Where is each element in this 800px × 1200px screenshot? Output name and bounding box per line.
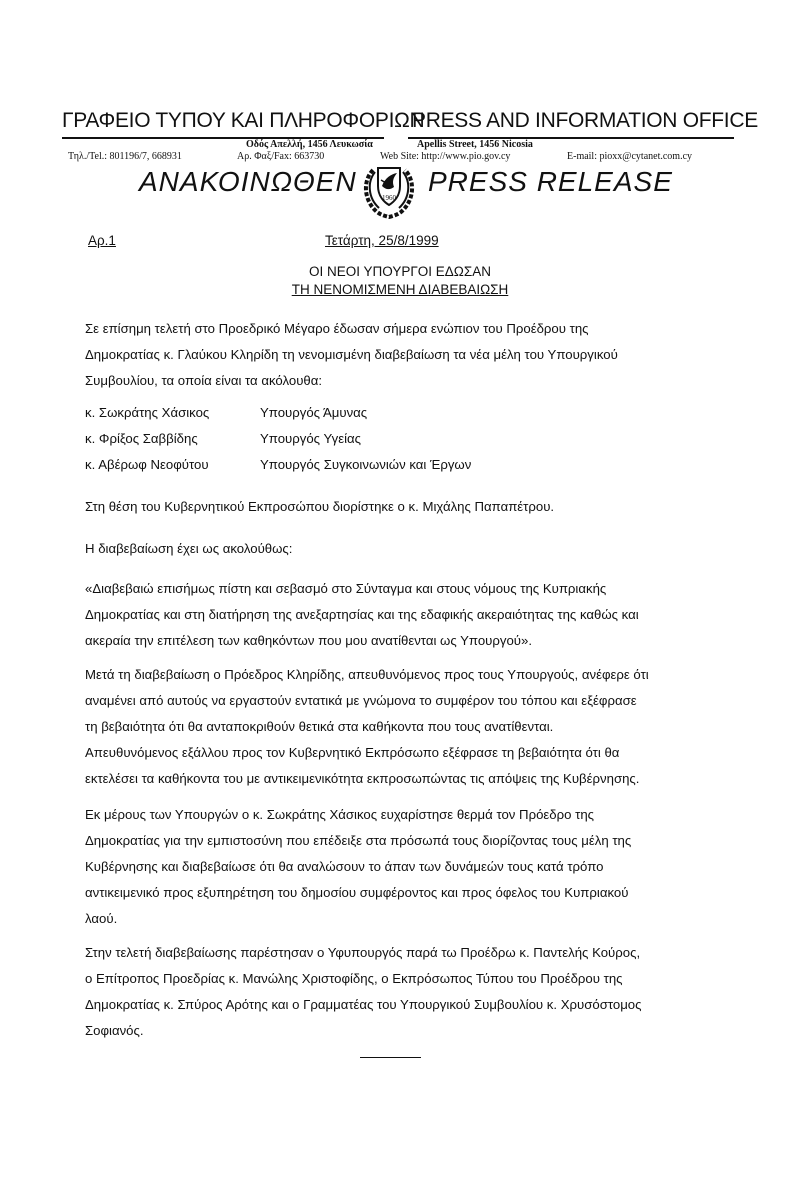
spokesman-paragraph: Στη θέση του Κυβερνητικού Εκπροσώπου διορίστηκε ο κ. Μιχάλης Παπαπέτρου. <box>85 499 555 514</box>
intro-line: Σε επίσημη τελετή στο Προεδρικό Μέγαρο έδωσαν σήμερα ενώπιον του Προέδρου της <box>85 321 589 336</box>
svg-text:1960: 1960 <box>382 194 396 202</box>
minister-name: κ. Φρίξος Σαββίδης <box>85 431 198 446</box>
release-label-greek: ΑΝΑΚΟΙΝΩΘΕΝ <box>139 166 357 197</box>
header-title-greek: ΓΡΑΦΕΙΟ ΤΥΠΟΥ ΚΑΙ ΠΛΗΡΟΦΟΡΙΩΝ <box>62 109 425 132</box>
website: Web Site: http://www.pio.gov.cy <box>380 151 511 162</box>
thanks-line: Δημοκρατίας για την εμπιστοσύνη που επέδειξε στα πρόσωπά τους διορίζοντας τους μέλη της <box>85 833 632 848</box>
thanks-line: αντικειμενικό προς εξυπηρέτηση του δημοσίου συμφέροντος και προς όφελος του Κυπριακού <box>85 885 629 900</box>
address-greek: Οδός Απελλή, 1456 Λευκωσία <box>246 139 373 150</box>
email: E-mail: pioxx@cytanet.com.cy <box>567 151 693 162</box>
minister-role: Υπουργός Άμυνας <box>260 405 368 420</box>
thanks-line: Εκ μέρους των Υπουργών ο κ. Σωκράτης Χάσικος ευχαρίστησε θερμά τον Πρόεδρο της <box>85 807 595 822</box>
cyprus-coat-of-arms-icon <box>359 158 419 220</box>
minister-name: κ. Αβέρωφ Νεοφύτου <box>85 457 209 472</box>
thanks-paragraph <box>85 802 699 932</box>
attendees-line: Στην τελετή διαβεβαίωσης παρέστησαν ο Υφυπουργός παρά τω Προέδρω κ. Παντελής Κούρος, <box>85 945 641 960</box>
headline-line-1: ΟΙ ΝΕΟΙ ΥΠΟΥΡΓΟΙ ΕΔΩΣΑΝ <box>309 264 491 279</box>
intro-paragraph <box>85 316 699 394</box>
attendees-line: Δημοκρατίας κ. Σπύρος Αρότης και ο Γραμματέας του Υπουργικού Συμβουλίου κ. Χρυσόστομος <box>85 997 642 1012</box>
attendees-line: Σοφιανός. <box>85 1023 144 1038</box>
intro-line: Δημοκρατίας κ. Γλαύκου Κληρίδη τη νενομισμένη διαβεβαίωση τα νέα μέλη του Υπουργικού <box>85 347 618 362</box>
president-line: τη βεβαιότητα ότι θα ανταποκριθούν θετικά στα καθήκοντα που τους ανατίθενται. <box>85 719 554 734</box>
oath-paragraph <box>85 576 699 654</box>
intro-line: Συμβουλίου, τα οποία είναι τα ακόλουθα: <box>85 373 323 388</box>
telephone: Τηλ./Tel.: 801196/7, 668931 <box>68 151 182 162</box>
release-date: Τετάρτη, 25/8/1999 <box>325 233 439 248</box>
attendees-line: ο Επίτροπος Προεδρίας κ. Μανώλης Χριστοφίδης, ο Εκπρόσωπος Τύπου του Προέδρου της <box>85 971 623 986</box>
headline-line-2 <box>0 280 800 300</box>
president-paragraph <box>85 662 699 792</box>
minister-role: Υπουργός Υγείας <box>260 431 362 446</box>
president-line: Απευθυνόμενος εξάλλου προς τον Κυβερνητικό Εκπρόσωπο εξέφρασε τη βεβαιότητα ότι θα <box>85 745 620 760</box>
president-line: αναμένει από αυτούς να εργαστούν εντατικά με γνώμονα το συμφέρον του τόπου και εξέφρασε <box>85 693 637 708</box>
address-english: Apellis Street, 1456 Nicosia <box>417 139 533 150</box>
president-line: εκτελέσει τα καθήκοντα του με αντικειμενικότητα εκπροσωπώντας τις απόψεις της Κυβέρνησης. <box>85 771 640 786</box>
header-title-english: PRESS AND INFORMATION OFFICE <box>412 109 758 132</box>
release-number: Αρ.1 <box>88 233 116 248</box>
oath-line: Δημοκρατίας και στη διατήρηση της ανεξαρτησίας και της εδαφικής ακεραιότητας της καθώς και <box>85 607 639 622</box>
minister-role: Υπουργός Συγκοινωνιών και Έργων <box>260 457 472 472</box>
thanks-line: Κυβέρνησης και διαβεβαίωσε ότι θα αναλώσουν το άπαν των δυνάμεών τους κατά τρόπο <box>85 859 604 874</box>
attendees-paragraph <box>85 940 699 1044</box>
fax: Αρ. Φαξ/Fax: 663730 <box>237 151 325 162</box>
thanks-line: λαού. <box>85 911 118 926</box>
oath-line: «Διαβεβαιώ επισήμως πίστη και σεβασμό στο Σύνταγμα και στους νόμους της Κυπριακής <box>85 581 607 596</box>
headline-line-2-text: ΤΗ ΝΕΝΟΜΙΣΜΕΝΗ ΔΙΑΒΕΒΑΙΩΣΗ <box>291 282 509 297</box>
president-line: Μετά τη διαβεβαίωση ο Πρόεδρος Κληρίδης, απευθυνόμενος προς τους Υπουργούς, ανέφερε ότι <box>85 667 649 682</box>
end-rule <box>360 1057 421 1058</box>
minister-name: κ. Σωκράτης Χάσικος <box>85 405 210 420</box>
oath-intro: Η διαβεβαίωση έχει ως ακολούθως: <box>85 541 293 556</box>
oath-line: ακεραία την επιτέλεση των καθηκόντων που μου ανατίθενται ως Υπουργού». <box>85 633 533 648</box>
release-label-english: PRESS RELEASE <box>428 166 673 197</box>
